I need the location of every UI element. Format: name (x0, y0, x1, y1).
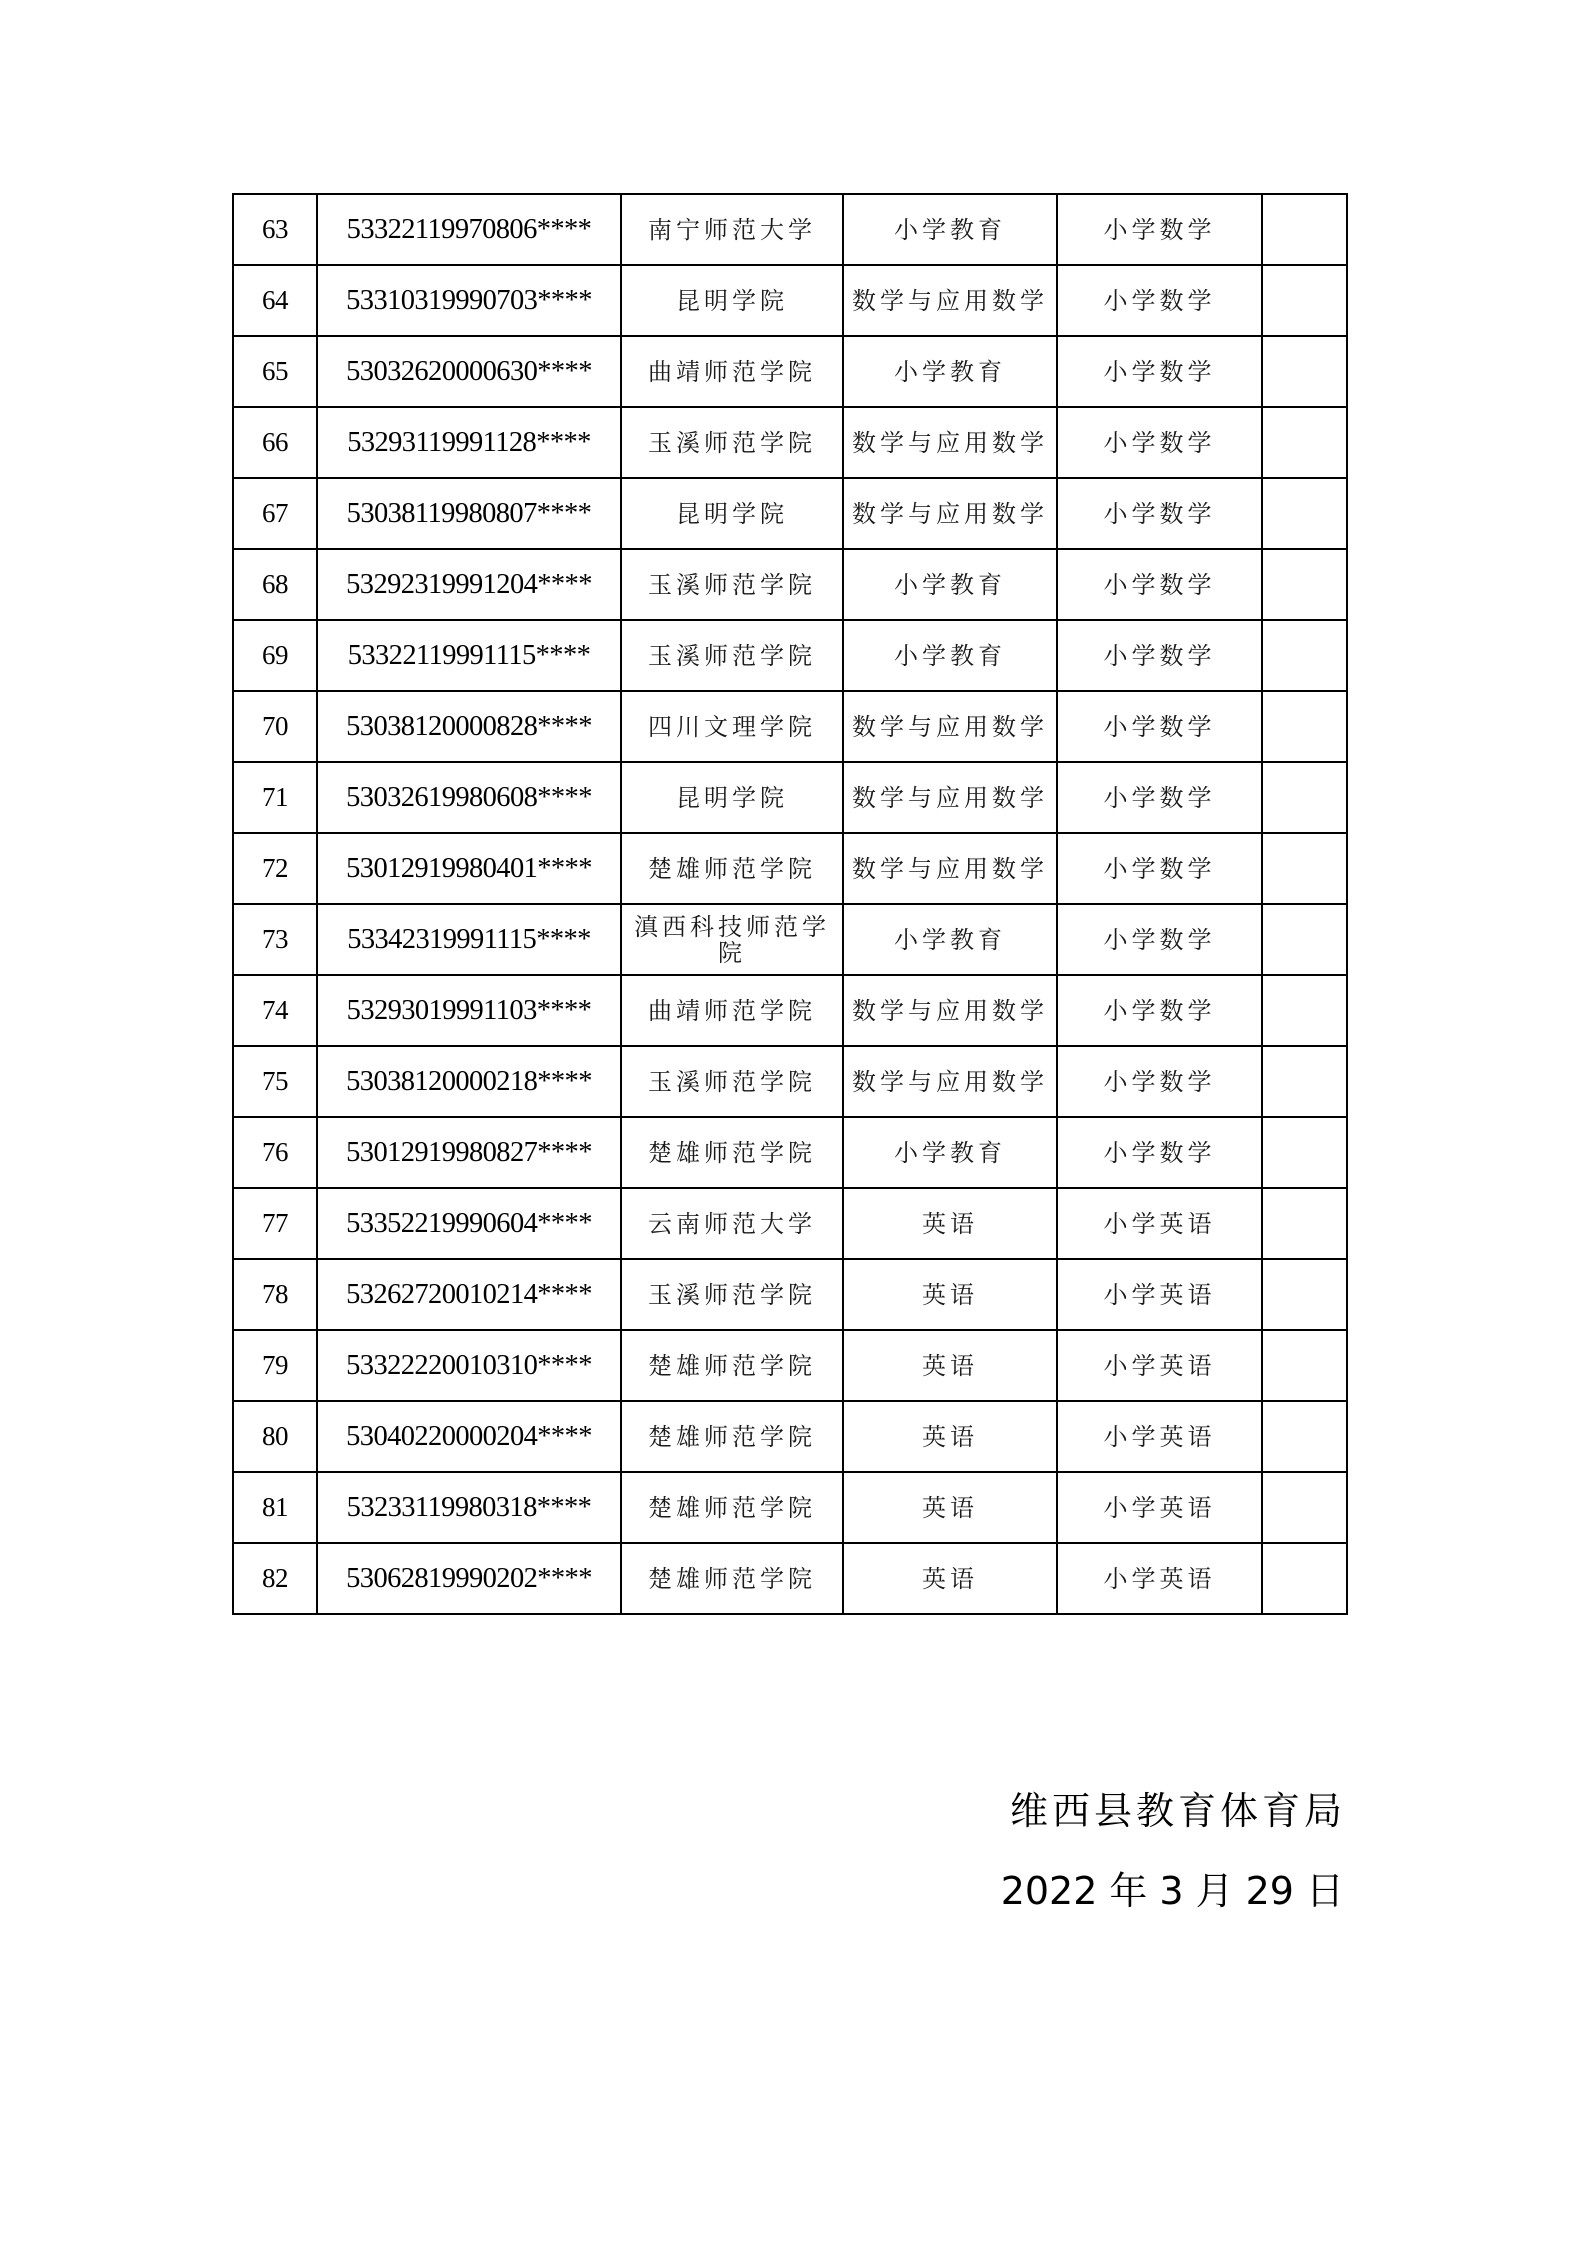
id-number-cell: 53322220010310**** (317, 1330, 621, 1401)
graduate-school-cell: 曲靖师范学院 (621, 336, 843, 407)
major-cell: 小学教育 (843, 549, 1057, 620)
table-row (233, 691, 1347, 762)
remarks-cell (1262, 407, 1347, 478)
row-index-cell: 68 (233, 549, 317, 620)
table-row (233, 1543, 1347, 1614)
applied-subject-cell: 小学数学 (1057, 833, 1262, 904)
row-index-cell: 80 (233, 1401, 317, 1472)
id-number-cell: 53262720010214**** (317, 1259, 621, 1330)
applied-subject-cell: 小学数学 (1057, 194, 1262, 265)
major-cell: 小学教育 (843, 194, 1057, 265)
row-index-cell: 69 (233, 620, 317, 691)
id-number-cell: 53293019991103**** (317, 975, 621, 1046)
applied-subject-cell: 小学数学 (1057, 620, 1262, 691)
table-row (233, 1188, 1347, 1259)
remarks-cell (1262, 1117, 1347, 1188)
applied-subject-cell: 小学英语 (1057, 1543, 1262, 1614)
major-cell: 小学教育 (843, 620, 1057, 691)
id-number-cell: 53322119970806**** (317, 194, 621, 265)
major-cell: 数学与应用数学 (843, 265, 1057, 336)
id-number-cell: 53062819990202**** (317, 1543, 621, 1614)
remarks-cell (1262, 904, 1347, 975)
remarks-cell (1262, 1046, 1347, 1117)
remarks-cell (1262, 1259, 1347, 1330)
row-index-cell: 64 (233, 265, 317, 336)
remarks-cell (1262, 762, 1347, 833)
issue-date-year: 2022 (1000, 1869, 1098, 1913)
graduate-school-cell: 昆明学院 (621, 265, 843, 336)
id-number-cell: 53038119980807**** (317, 478, 621, 549)
graduate-school-cell: 楚雄师范学院 (621, 833, 843, 904)
id-number-cell: 53032619980608**** (317, 762, 621, 833)
major-cell: 数学与应用数学 (843, 762, 1057, 833)
id-number-cell: 53293119991128**** (317, 407, 621, 478)
major-cell: 数学与应用数学 (843, 691, 1057, 762)
applied-subject-cell: 小学英语 (1057, 1330, 1262, 1401)
remarks-cell (1262, 265, 1347, 336)
row-index-cell: 70 (233, 691, 317, 762)
applied-subject-cell: 小学数学 (1057, 336, 1262, 407)
major-cell: 小学教育 (843, 904, 1057, 975)
row-index-cell: 77 (233, 1188, 317, 1259)
table-row (233, 833, 1347, 904)
id-number-cell: 53322119991115**** (317, 620, 621, 691)
row-index-cell: 72 (233, 833, 317, 904)
table-row (233, 904, 1347, 975)
applied-subject-cell: 小学英语 (1057, 1472, 1262, 1543)
applied-subject-cell: 小学数学 (1057, 1117, 1262, 1188)
row-index-cell: 67 (233, 478, 317, 549)
major-cell: 数学与应用数学 (843, 1046, 1057, 1117)
id-number-cell: 53032620000630**** (317, 336, 621, 407)
row-index-cell: 63 (233, 194, 317, 265)
table-row (233, 265, 1347, 336)
major-cell: 数学与应用数学 (843, 833, 1057, 904)
graduate-school-cell: 楚雄师范学院 (621, 1472, 843, 1543)
id-number-cell: 53310319990703**** (317, 265, 621, 336)
table-row (233, 1472, 1347, 1543)
graduate-school-cell: 玉溪师范学院 (621, 1259, 843, 1330)
major-cell: 小学教育 (843, 1117, 1057, 1188)
row-index-cell: 78 (233, 1259, 317, 1330)
graduate-school-cell: 昆明学院 (621, 762, 843, 833)
applied-subject-cell: 小学数学 (1057, 975, 1262, 1046)
candidate-table (232, 193, 1348, 1615)
graduate-school-cell: 玉溪师范学院 (621, 1046, 843, 1117)
applied-subject-cell: 小学数学 (1057, 904, 1262, 975)
row-index-cell: 82 (233, 1543, 317, 1614)
graduate-school-cell: 四川文理学院 (621, 691, 843, 762)
remarks-cell (1262, 975, 1347, 1046)
row-index-cell: 74 (233, 975, 317, 1046)
remarks-cell (1262, 478, 1347, 549)
major-cell: 英语 (843, 1259, 1057, 1330)
major-cell: 数学与应用数学 (843, 407, 1057, 478)
id-number-cell: 53040220000204**** (317, 1401, 621, 1472)
row-index-cell: 76 (233, 1117, 317, 1188)
graduate-school-cell: 曲靖师范学院 (621, 975, 843, 1046)
applied-subject-cell: 小学数学 (1057, 478, 1262, 549)
issue-date-day: 29 (1245, 1869, 1294, 1913)
graduate-school-cell: 楚雄师范学院 (621, 1330, 843, 1401)
issue-date-month: 3 (1159, 1869, 1184, 1913)
row-index-cell: 65 (233, 336, 317, 407)
id-number-cell: 53352219990604**** (317, 1188, 621, 1259)
applied-subject-cell: 小学英语 (1057, 1401, 1262, 1472)
graduate-school-cell: 滇西科技师范学院 (621, 904, 843, 975)
row-index-cell: 79 (233, 1330, 317, 1401)
graduate-school-cell: 南宁师范大学 (621, 194, 843, 265)
remarks-cell (1262, 1401, 1347, 1472)
remarks-cell (1262, 549, 1347, 620)
graduate-school-cell: 昆明学院 (621, 478, 843, 549)
remarks-cell (1262, 1330, 1347, 1401)
row-index-cell: 81 (233, 1472, 317, 1543)
table-row (233, 478, 1347, 549)
major-cell: 英语 (843, 1330, 1057, 1401)
applied-subject-cell: 小学数学 (1057, 549, 1262, 620)
remarks-cell (1262, 691, 1347, 762)
remarks-cell (1262, 194, 1347, 265)
remarks-cell (1262, 1543, 1347, 1614)
issuing-organization: 维西县教育体育局 (1009, 1789, 1346, 1833)
applied-subject-cell: 小学数学 (1057, 762, 1262, 833)
table-row (233, 762, 1347, 833)
major-cell: 小学教育 (843, 336, 1057, 407)
id-number-cell: 53012919980401**** (317, 833, 621, 904)
remarks-cell (1262, 620, 1347, 691)
graduate-school-cell: 楚雄师范学院 (621, 1117, 843, 1188)
remarks-cell (1262, 833, 1347, 904)
table-row (233, 1046, 1347, 1117)
id-number-cell: 53342319991115**** (317, 904, 621, 975)
table-row (233, 1330, 1347, 1401)
applied-subject-cell: 小学数学 (1057, 691, 1262, 762)
applied-subject-cell: 小学英语 (1057, 1259, 1262, 1330)
table-row (233, 549, 1347, 620)
table-row (233, 336, 1347, 407)
graduate-school-cell: 玉溪师范学院 (621, 407, 843, 478)
id-number-cell: 53292319991204**** (317, 549, 621, 620)
table-row (233, 620, 1347, 691)
applied-subject-cell: 小学数学 (1057, 407, 1262, 478)
row-index-cell: 66 (233, 407, 317, 478)
table-row (233, 975, 1347, 1046)
major-cell: 数学与应用数学 (843, 975, 1057, 1046)
major-cell: 数学与应用数学 (843, 478, 1057, 549)
major-cell: 英语 (843, 1543, 1057, 1614)
issue-date-year-unit: 年 (1109, 1869, 1148, 1913)
graduate-school-cell: 楚雄师范学院 (621, 1543, 843, 1614)
graduate-school-cell: 玉溪师范学院 (621, 620, 843, 691)
table-row (233, 1401, 1347, 1472)
id-number-cell: 53038120000828**** (317, 691, 621, 762)
major-cell: 英语 (843, 1188, 1057, 1259)
remarks-cell (1262, 336, 1347, 407)
table-row (233, 1259, 1347, 1330)
issue-date-month-unit: 月 (1195, 1869, 1234, 1913)
applied-subject-cell: 小学英语 (1057, 1188, 1262, 1259)
id-number-cell: 53233119980318**** (317, 1472, 621, 1543)
graduate-school-cell: 楚雄师范学院 (621, 1401, 843, 1472)
graduate-school-cell: 玉溪师范学院 (621, 549, 843, 620)
issue-date-day-unit: 日 (1305, 1869, 1344, 1913)
candidate-table-body (233, 194, 1347, 1614)
row-index-cell: 75 (233, 1046, 317, 1117)
table-row (233, 194, 1347, 265)
table-row (233, 407, 1347, 478)
row-index-cell: 73 (233, 904, 317, 975)
graduate-school-cell: 云南师范大学 (621, 1188, 843, 1259)
row-index-cell: 71 (233, 762, 317, 833)
table-row (233, 1117, 1347, 1188)
major-cell: 英语 (843, 1401, 1057, 1472)
id-number-cell: 53012919980827**** (317, 1117, 621, 1188)
applied-subject-cell: 小学数学 (1057, 265, 1262, 336)
id-number-cell: 53038120000218**** (317, 1046, 621, 1117)
issue-date (1001, 1860, 1344, 1915)
remarks-cell (1262, 1188, 1347, 1259)
remarks-cell (1262, 1472, 1347, 1543)
major-cell: 英语 (843, 1472, 1057, 1543)
applied-subject-cell: 小学数学 (1057, 1046, 1262, 1117)
